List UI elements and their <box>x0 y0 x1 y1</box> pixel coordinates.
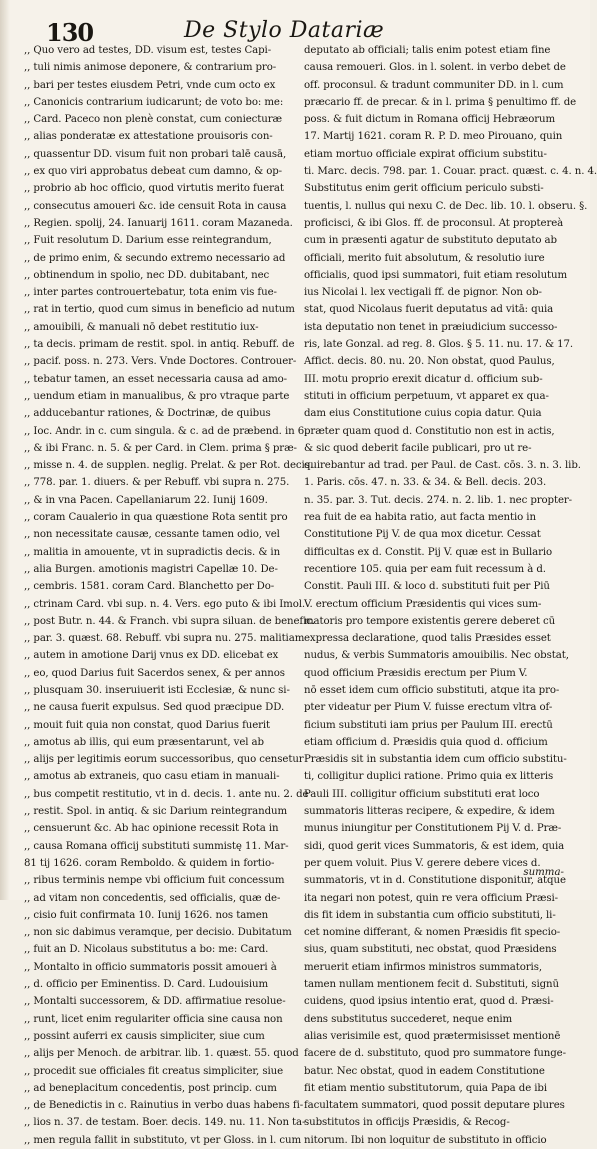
right-column-line: etiam officium d. Præsidis quia quod d. officium <box>304 736 548 748</box>
right-column-line: causa remoueri. Glos. in l. solent. in verbo debet de <box>304 62 566 74</box>
right-column-line: substitutos in officijs Præsidis, & Recog- <box>304 1117 510 1129</box>
left-column-line: ,, & ibi Franc. n. 5. & per Card. in Clem. prima § præ- <box>24 442 297 454</box>
right-column-line: stituti in officium perpetuum, vt apparet ex qua- <box>304 390 549 402</box>
right-column-line: stat, quod Nicolaus fuerit deputatus ad vitā: quia <box>304 304 554 316</box>
catchword: summa- <box>523 867 564 878</box>
left-column-line: ,, obtinendum in spolio, nec DD. dubitabant, nec <box>24 269 270 281</box>
right-column-line: off. proconsul. & tradunt communiter DD. in l. cum <box>304 79 564 91</box>
left-column-line: ,, ex quo viri approbatus debeat cum damno, & op- <box>24 166 283 178</box>
left-column-line: ,, d. officio per Eminentiss. D. Card. Ludouisium <box>24 979 269 991</box>
right-column-line: dis fit idem in substantia cum officio substituti, li- <box>304 909 556 921</box>
right-column-line: summatoris, vt in d. Constitutione disponitur, atque <box>304 875 566 887</box>
left-column-line: ,, par. 3. quæst. 68. Rebuff. vbi supra nu. 275. malitiam <box>24 633 305 645</box>
right-column-line: quirebantur ad trad. per Paul. de Cast. cōs. 3. n. 3. lib. <box>304 460 581 472</box>
left-column-line: ,, Montalti successorem, & DD. affirmatiue resolue- <box>24 996 286 1008</box>
right-column-line: Substitutus enim gerit officium periculo substi- <box>304 183 544 195</box>
right-column-line: ista deputatio non tenet in præiudicium successo- <box>304 321 558 333</box>
right-column-line: cet nomine differant, & nomen Præsidis fit specio- <box>304 927 561 939</box>
right-column-line: Præsidis sit in substantia idem cum officio substitu- <box>304 754 567 766</box>
right-column-line: facere de d. substituto, quod pro summatore funge- <box>304 1048 566 1060</box>
right-column-line: difficultas ex d. Constit. Pij V. quæ est in Bullario <box>304 546 553 558</box>
left-column-line: ,, restit. Spol. in antiq. & sic Darium reintegrandum <box>24 806 288 818</box>
left-column-line: ,, cisio fuit confirmata 10. Iunij 1626. nos tamen <box>24 909 269 921</box>
right-column-line: batur. Nec obstat, quod in eadem Constitutione <box>304 1065 545 1077</box>
right-column-line: poss. & fuit dictum in Romana officij Hebræorum <box>304 114 556 126</box>
page-gutter-shadow <box>0 0 10 900</box>
right-column-line: ita negari non potest, quin re vera officium Præsi- <box>304 892 559 904</box>
left-column-line: ,, amouibili, & manuali nō debet restitutio iux- <box>24 321 259 333</box>
right-column-line: deputato ab officiali; talis enim potest etiam fine <box>304 45 551 56</box>
right-column-line: recentiore 105. quia per eam fuit recessum à d. <box>304 563 546 575</box>
left-column-line: ,, tebatur tamen, an esset necessaria causa ad amo- <box>24 373 288 385</box>
right-column-line: præter quam quod d. Constitutio non est in actis, <box>304 425 555 437</box>
left-column-line: ,, ne causa fuerit expulsus. Sed quod præcipue DD. <box>24 702 285 714</box>
running-head: De Stylo Datariæ <box>184 18 385 43</box>
right-column-line: per quem voluit. Pius V. gerere debere vices d. <box>304 857 541 869</box>
left-column-line: ,, Ioc. Andr. in c. cum singula. & c. ad de præbend. in 6. <box>24 425 308 437</box>
right-column-line: officialis, quod ipsi summatori, fuit etiam resolutum <box>304 269 568 281</box>
right-column-line: n. 35. par. 3. Tut. decis. 274. n. 2. lib. 1. nec propter- <box>304 494 573 506</box>
right-column-line: summatoris litteras recipere, & expedire, & idem <box>304 806 555 818</box>
left-column-line: ,, alijs per Menoch. de arbitrar. lib. 1. quæst. 55. quod <box>24 1048 299 1060</box>
left-column-line: ,, non necessitate causæ, cessante tamen odio, vel <box>24 529 280 541</box>
right-column-line: proficisci, & ibi Glos. ff. de proconsul. At proptereà <box>304 217 564 229</box>
left-column-line: ,, runt, licet enim regulariter officia sine causa non <box>24 1013 283 1025</box>
left-column-line: ,, possint auferri ex causis simpliciter, siue cum <box>24 1030 265 1042</box>
right-column-line: ti, colligitur duplici ratione. Primo quia ex litteris <box>304 771 554 783</box>
right-column-line: V. erectum officium Præsidentis qui vices sum- <box>304 598 542 610</box>
right-column-line: 1. Paris. cōs. 47. n. 33. & 34. & Bell. decis. 203. <box>304 477 547 489</box>
left-column-line: ,, de primo enim, & secundo extremo necessario ad <box>24 252 286 264</box>
left-column-line: ,, non sic dabimus veramque, per decisio. Dubitatum <box>24 927 292 939</box>
left-column-line: ,, alijs per legitimis eorum successoribus, quo censetur <box>24 754 304 766</box>
right-column-line: facultatem summatori, quod possit deputare plures <box>304 1100 565 1112</box>
right-column-line: etiam mortuo officiale expirat officium substitu- <box>304 148 547 160</box>
left-column-line: ,, men regula fallit in substituto, vt per Gloss. in l. cum <box>24 1134 302 1146</box>
left-column-line: ,, mouit fuit quia non constat, quod Darius fuerit <box>24 719 271 731</box>
left-column-line: ,, consecutus amoueri &c. ide censuit Rota in causa <box>24 200 287 212</box>
right-column-line: quod officium Præsidis erectum per Pium V. <box>304 667 528 679</box>
left-column-line: ,, plusquam 30. inseruiuerit isti Ecclesiæ, & nunc si- <box>24 684 290 696</box>
right-column-line: dam eius Constitutione cuius copia datur. Quia <box>304 408 542 420</box>
right-column-line: matoris pro tempore existentis gerere deberet cū <box>304 615 556 627</box>
right-column-line: pter videatur per Pium V. fuisse erectum vltra of- <box>304 702 553 714</box>
left-column-line: ,, autem in amotione Darij vnus ex DD. elicebat ex <box>24 650 279 662</box>
right-column-line: tuentis, l. nullus qui nexu C. de Dec. lib. 10. l. obseru. §. <box>304 200 588 212</box>
right-column-line: cuidens, quod ipsius intentio erat, quod d. Præsi- <box>304 996 554 1008</box>
left-column-line: ,, bari per testes eiusdem Petri, vnde cum octo ex <box>24 79 276 91</box>
left-column-line: ,, 778. par. 1. diuers. & per Rebuff. vbi supra n. 275. <box>24 477 290 489</box>
left-column-line: ,, pacif. poss. n. 273. Vers. Vnde Doctores. Controuer- <box>24 356 297 368</box>
left-column-line: 81 tij 1626. coram Remboldo. & quidem in fortio- <box>24 857 275 869</box>
left-column-line: ,, amotus ab extraneis, quo casu etiam in manuali- <box>24 771 280 783</box>
left-column-line: ,, de Benedictis in c. Rainutius in verbo duas habens fi- <box>24 1100 304 1112</box>
right-column-line: cum in præsenti agatur de substituto deputato ab <box>304 235 557 247</box>
right-column-line: nō esset idem cum officio substituti, atque ita pro- <box>304 684 560 696</box>
left-column-line: ,, Card. Paceco non plenè constat, cum coniecturæ <box>24 114 282 126</box>
left-column-line: ,, tuli nimis animose deponere, & contrarium pro- <box>24 62 277 74</box>
right-column-line: munus iniungitur per Constitutionem Pij V. d. Præ- <box>304 823 562 835</box>
left-column-line: ,, & in vna Pacen. Capellaniarum 22. Iunij 1609. <box>24 494 268 506</box>
left-column-line: ,, rat in tertio, quod cum simus in beneficio ad nutum <box>24 304 295 316</box>
left-column-line: ,, bus competit restitutio, vt in d. decis. 1. ante nu. 2. de <box>24 788 309 800</box>
right-column-line: Pauli III. colligitur officium substituti erat loco <box>304 788 540 800</box>
right-column-line: ficium substituti iam prius per Paulum III. erectū <box>304 719 553 731</box>
left-column-line: ,, Quo vero ad testes, DD. visum est, testes Capi- <box>24 45 272 56</box>
left-column-line: ,, amotus ab illis, qui eum præsentarunt, vel ab <box>24 736 264 748</box>
left-column-line: ,, adducebantur rationes, & Doctrinæ, de quibus <box>24 408 271 420</box>
left-column-line: ,, alia Burgen. amotionis magistri Capellæ 10. De- <box>24 563 278 575</box>
left-column-line: ,, procedit sue officiales fit creatus simpliciter, siue <box>24 1065 284 1077</box>
right-column-line: ius Nicolai l. lex vectigali ff. de pignor. Non ob- <box>304 287 542 299</box>
left-column-line: ,, malitia in amouente, vt in supradictis decis. & in <box>24 546 281 558</box>
left-column-line: ,, post Butr. n. 44. & Franch. vbi supra siluan. de benefic. <box>24 615 315 627</box>
right-column <box>304 42 597 1146</box>
left-column-line: ,, probrio ab hoc officio, quod virtutis merito fuerat <box>24 183 284 195</box>
left-column-line: ,, coram Caualerio in qua quæstione Rota sentit pro <box>24 512 288 524</box>
left-column <box>24 42 315 1146</box>
right-column-line: III. motu proprio erexit dicatur d. officium sub- <box>304 373 543 385</box>
right-column-line: officiali, merito fuit absolutum, & resolutio iure <box>304 252 545 264</box>
left-column-line: ,, eo, quod Darius fuit Sacerdos senex, & per annos <box>24 667 285 679</box>
left-column-line: ,, misse n. 4. de supplen. neglig. Prelat. & per Rot. decis. <box>24 460 313 472</box>
left-column-line: ,, Canonicis contrarium iudicarunt; de voto bo: me: <box>24 96 284 108</box>
right-column-line: ti. Marc. decis. 798. par. 1. Couar. pract. quæst. c. 4. n. 4. <box>304 166 597 178</box>
right-column-line: præcario ff. de precar. & in l. prima § penultimo ff. de <box>304 96 577 108</box>
left-column-line: ,, ctrinam Card. vbi sup. n. 4. Vers. ego puto & ibi Imol. <box>24 598 306 610</box>
left-column-line: ,, fuit an D. Nicolaus substitutus a bo: me: Card. <box>24 944 269 956</box>
left-column-line: ,, ribus terminis nempe vbi officium fuit concessum <box>24 875 285 887</box>
right-column-line: nitorum. Ibi non loquitur de substituto in officio <box>304 1134 547 1146</box>
page-number: 130 <box>46 18 94 47</box>
left-column-line: ,, lios n. 37. de testam. Boer. decis. 149. nu. 11. Non ta- <box>24 1117 306 1129</box>
right-column-line: dens substitutus succederet, neque enim <box>304 1013 513 1025</box>
right-column-line: expressa declaratione, quod talis Præsides esset <box>304 633 551 645</box>
left-column-line: ,, causa Romana officij substituti summistę 11. Mar- <box>24 840 289 852</box>
left-column-line: ,, Montalto in officio summatoris possit amoueri à <box>24 961 277 973</box>
right-column-line: sidi, quod gerit vices Summatoris, & est idem, quia <box>304 840 565 852</box>
left-column-line: ,, Fuit resolutum D. Darium esse reintegrandum, <box>24 235 272 247</box>
left-column-line: ,, ad vitam non concedentis, sed officialis, quæ de- <box>24 892 281 904</box>
right-column-line: alias verisimile est, quod prætermisisset mentionē <box>304 1030 561 1042</box>
right-column-line: nudus, & verbis Summatoris amouibilis. Nec obstat, <box>304 650 569 662</box>
left-column-line: ,, Regien. spolij, 24. Ianuarij 1611. coram Mazaneda. <box>24 217 293 229</box>
right-column-line: fit etiam mentio substitutorum, quia Papa de ibi <box>304 1082 548 1094</box>
left-column-line: ,, uendum etiam in manualibus, & pro vtraque parte <box>24 390 290 402</box>
right-column-line: Constit. Pauli III. & loco d. substituti fuit per Piū <box>304 581 550 593</box>
right-column-line: meruerit etiam infirmos ministros summatoris, <box>304 961 542 973</box>
right-column-line: tamen nullam mentionem fecit d. Substituti, signū <box>304 979 559 991</box>
left-column-line: ,, cembris. 1581. coram Card. Blanchetto per Do- <box>24 581 275 593</box>
right-column-line: ris, late Gonzal. ad reg. 8. Glos. § 5. 11. nu. 17. & 17. <box>304 339 574 351</box>
left-column-line: ,, ta decis. primam de restit. spol. in antiq. Rebuff. de <box>24 339 295 351</box>
left-column-line: ,, alias ponderatæ ex attestatione prouisoris con- <box>24 131 273 143</box>
right-column-line: Constitutione Pij V. de qua mox dicetur. Cessat <box>304 529 541 541</box>
right-column-line: Affict. decis. 80. nu. 20. Non obstat, quod Paulus, <box>304 356 555 368</box>
right-column-line: & sic quod deberit facile publicari, pro ut re- <box>304 442 532 454</box>
left-column-line: ,, quassentur DD. visum fuit non probari talē causā, <box>24 148 287 160</box>
right-column-line: 17. Martij 1621. coram R. P. D. meo Pirouano, quin <box>304 131 563 143</box>
left-column-line: ,, censuerunt &c. Ab hac opinione recessit Rota in <box>24 823 279 835</box>
right-column-line: sius, quam substituti, nec obstat, quod Præsidens <box>304 944 557 956</box>
text-columns <box>24 42 597 1146</box>
left-column-line: ,, inter partes controuertebatur, tota enim vis fue- <box>24 287 277 299</box>
left-column-line: ,, ad beneplacitum concedentis, post princip. cum <box>24 1082 277 1094</box>
right-column-line: rea fuit de ea habita ratio, aut facta mentio in <box>304 512 536 524</box>
